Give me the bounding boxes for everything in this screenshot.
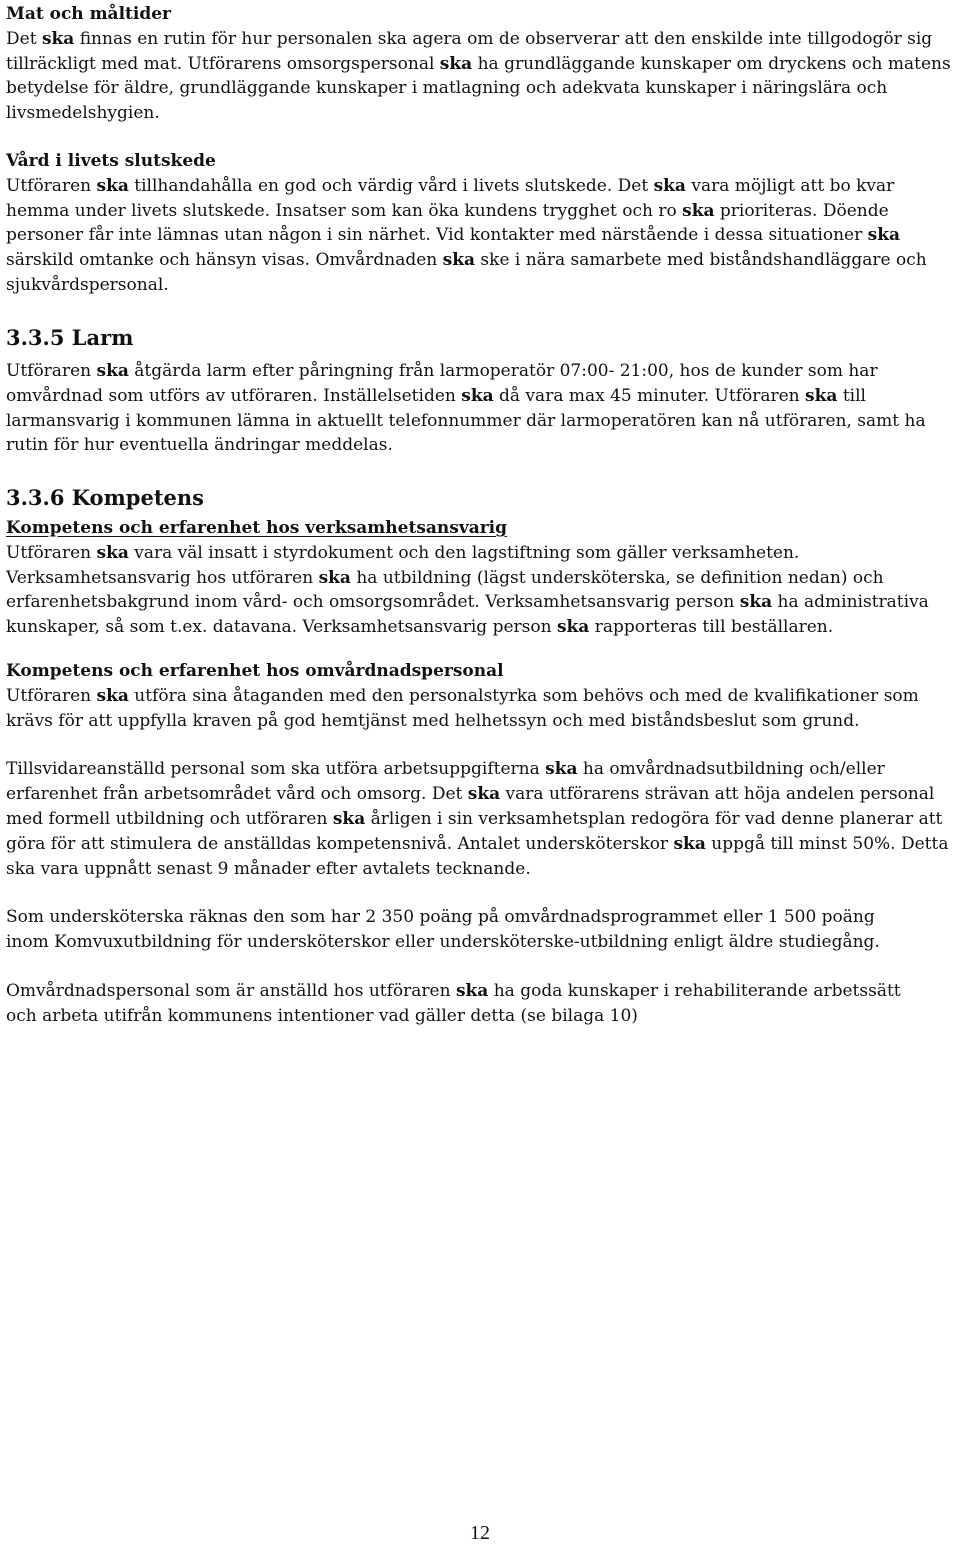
bold-text-run: ska xyxy=(96,175,129,196)
section-heading-meals: Mat och måltider xyxy=(6,4,172,24)
text-run: Utföraren xyxy=(6,361,97,381)
paragraph-end-of-life xyxy=(6,174,956,298)
bold-text-run: ska xyxy=(545,759,578,780)
section-heading-alarm: 3.3.5 Larm xyxy=(6,325,134,350)
paragraph-meals xyxy=(6,27,956,126)
subheading-manager: Kompetens och erfarenhet hos verksamhetsansvarig xyxy=(6,518,508,538)
text-run: uppgå till minst 50%. Detta ska vara uppnått senast 9 månader efter avtalets tecknande. xyxy=(6,833,949,879)
text-run: ha grundläggande kunskaper om dryckens och matens betydelse för äldre, grundläggande kunskaper i matlagning och adekvata kunskaper i näringslära och livsmedelshygien. xyxy=(6,53,951,124)
bold-text-run: ska xyxy=(455,980,489,1001)
text-run: Utföraren xyxy=(6,542,97,563)
section-heading-end-of-life: Vård i livets slutskede xyxy=(6,151,216,171)
text-run: ha goda kunskaper i rehabiliterande arbetssätt och arbeta utifrån kommunens intentioner vad gäller detta (se bilaga 10) xyxy=(6,980,901,1026)
text-run: vara väl insatt i styrdokument och den lagstiftning som gäller verksamheten. Verksamhetsansvarig hos utföraren xyxy=(6,542,800,588)
paragraph-permanent-staff xyxy=(6,757,956,881)
text-run: ha administrativa kunskaper, så som t.ex. datavana. Verksamhetsansvarig person xyxy=(6,592,929,638)
bold-text-run: ska xyxy=(439,53,473,74)
bold-text-run: ska xyxy=(442,250,476,271)
bold-text-run: ska xyxy=(867,225,901,246)
bold-text-run: ska xyxy=(653,175,686,196)
text-run: ha utbildning (lägst undersköterska, se definition nedan) och erfarenhetsbakgrund inom vård- och omsorgsområdet. Verksamhetsansvarig person xyxy=(6,567,884,613)
text-run: tillhandahålla en god och värdig vård i livets slutskede. Det xyxy=(128,175,654,196)
paragraph-manager xyxy=(6,541,956,640)
text-run: ske i nära samarbete med biståndshandläggare och sjukvårdspersonal. xyxy=(6,250,927,295)
text-run: Omvårdnadspersonal som är anställd hos utföraren xyxy=(6,980,456,1001)
bold-text-run: ska xyxy=(682,200,715,221)
bold-text-run: ska xyxy=(739,592,773,613)
bold-text-run: ska xyxy=(461,385,494,406)
text-run: då vara max 45 minuter. Utföraren xyxy=(493,385,806,406)
text-run: Tillsvidareanställd personal som ska utföra arbetsuppgifterna xyxy=(6,759,546,780)
text-run: ha omvårdnadsutbildning och/eller erfarenhet från arbetsområdet vård och omsorg. Det xyxy=(6,759,885,805)
bold-text-run: ska xyxy=(805,385,838,406)
bold-text-run: ska xyxy=(96,542,129,563)
bold-text-run: ska xyxy=(96,361,129,381)
text-run: vara möjligt att bo kvar hemma under livets slutskede. Insatser som kan öka kundens trygghet och ro xyxy=(6,175,895,221)
bold-text-run: ska xyxy=(673,833,706,854)
section-heading-competence: 3.3.6 Kompetens xyxy=(6,485,204,510)
page-number: 12 xyxy=(470,1522,490,1544)
bold-text-run: ska xyxy=(467,784,501,805)
section-meals xyxy=(6,2,956,126)
paragraph-alarm xyxy=(6,359,956,458)
text-run: årligen i sin verksamhetsplan redogöra för vad denne planerar att göra för att stimulera de anställdas kompetensnivå. Antalet undersköterskor xyxy=(6,808,943,854)
text-run: Det xyxy=(6,28,42,49)
text-run: Utföraren xyxy=(6,175,97,196)
bold-text-run: ska xyxy=(318,567,351,588)
bold-text-run: ska xyxy=(41,28,75,49)
text-run: Utföraren xyxy=(6,685,97,706)
text-run: vara utförarens strävan att höja andelen personal med formell utbildning och utföraren xyxy=(6,784,935,829)
text-run: åtgärda larm efter påringning från larmoperatör 07:00- 21:00, hos de kunder som har omvårdnad som utförs av utföraren. Inställelsetiden xyxy=(6,361,878,406)
section-end-of-life xyxy=(6,149,956,298)
text-run: till larmansvarig i kommunen lämna in aktuellt telefonnummer där larmoperatören kan nå utföraren, samt ha rutin för hur eventuella ändringar meddelas. xyxy=(6,385,926,456)
text-run: utföra sina åtaganden med den personalstyrka som behövs och med de kvalifikationer som krävs för att uppfylla kraven på god hemtjänst med helhetssyn och med biståndsbeslut som grund. xyxy=(6,685,919,731)
bold-text-run: ska xyxy=(96,685,129,706)
bold-text-run: ska xyxy=(556,617,590,638)
paragraph-rehabilitation xyxy=(6,979,936,1029)
paragraph-staff xyxy=(6,684,956,734)
bold-text-run: ska xyxy=(332,808,366,829)
text-run: prioriteras. Döende personer får inte lämnas utan någon i sin närhet. Vid kontakter med närstående i dessa situationer xyxy=(6,200,889,246)
text-run: finnas en rutin för hur personalen ska agera om de observerar att den enskilde inte tillgodogör sig tillräckligt med mat. Utförarens omsorgspersonal xyxy=(6,28,933,74)
section-competence xyxy=(6,485,956,1029)
text-run: Som undersköterska räknas den som har 2 350 poäng på omvårdnadsprogrammet eller 1 500 poäng inom Komvuxutbildning för undersköterskor eller undersköterske-utbildning enligt äldre studiegång. xyxy=(6,907,880,953)
section-alarm xyxy=(6,325,956,458)
text-run: särskild omtanke och hänsyn visas. Omvårdnaden xyxy=(6,250,443,271)
paragraph-definition xyxy=(6,905,886,955)
subheading-staff: Kompetens och erfarenhet hos omvårdnadspersonal xyxy=(6,660,504,681)
text-run: rapporteras till beställaren. xyxy=(589,617,834,638)
